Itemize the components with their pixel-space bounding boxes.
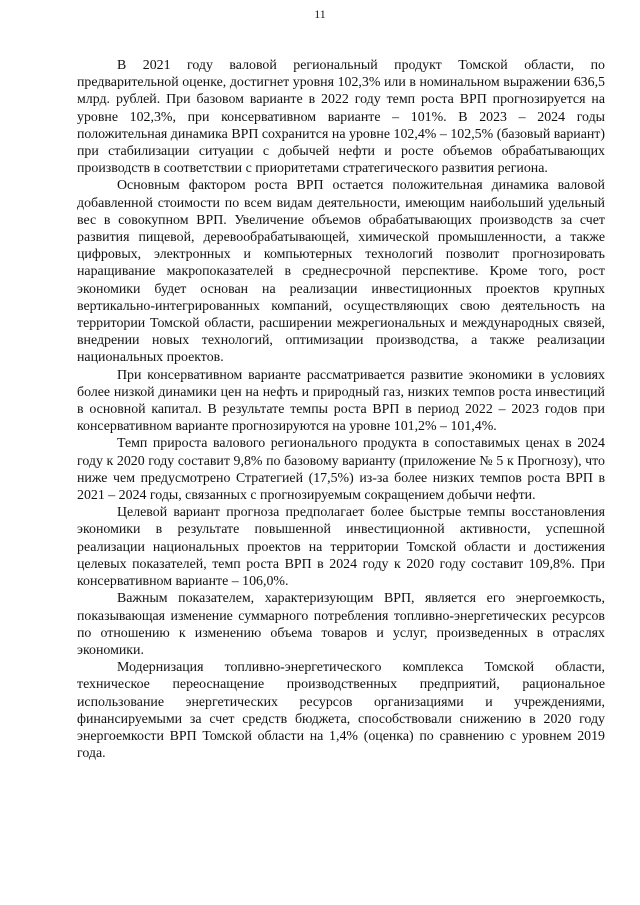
- paragraph-fuel-energy-modernization: Модернизация топливно-энергетического комплекса Томской области, техническое переоснащение производственных предприятий, рациональное использование энергетических ресурсов организациями и учреждениями, финансируемыми за счет средств бюджета, способствовали снижению в 2020 году энергоемкости ВРП Томской области на 1,4% (оценка) по сравнению с уровнем 2019 года.: [77, 660, 605, 762]
- paragraph-growth-rate-2024: Темп прироста валового регионального продукта в сопоставимых ценах в 2024 году к 2020 году составит 9,8% по базовому варианту (приложение № 5 к Прогнозу), что ниже чем предусмотрено Стратегией (17,5%) из-за более низких темпов роста ВРП в 2021 – 2024 годы, связанных с прогнозируемым сокращением добычи нефти.: [77, 436, 605, 504]
- paragraph-energy-intensity: Важным показателем, характеризующим ВРП, является его энергоемкость, показывающая изменение суммарного потребления топливно-энергетических ресурсов по отношению к изменению объема товаров и услуг, произведенных в отраслях экономики.: [77, 591, 605, 658]
- document-body: [77, 57, 605, 762]
- page-number: 11: [314, 7, 326, 21]
- paragraph-target-variant: Целевой вариант прогноза предполагает более быстрые темпы восстановления экономики в результате повышенной инвестиционной активности, успешной реализации национальных проектов на территории Томской области и достижения целевых показателей, темп роста ВРП в 2024 году к 2020 году составит 109,8%. При консервативном варианте – 106,0%.: [77, 505, 605, 590]
- paragraph-vrp-2021: В 2021 году валовой региональный продукт Томской области, по предварительной оценке, достигнет уровня 102,3% или в номинальном выражении 636,5 млрд. рублей. При базовом варианте в 2022 году темп роста ВРП прогнозируется на уровне 102,3%, при консервативном варианте – 101%. В 2023 – 2024 годы положительная динамика ВРП сохранится на уровне 102,4% – 102,5% (базовый вариант) при стабилизации ситуации с добычей нефти и росте объемов обрабатывающих производств в соответствии с приоритетами стратегического развития региона.: [77, 58, 605, 177]
- paragraph-conservative-variant: При консервативном варианте рассматривается развитие экономики в условиях более низкой динамики цен на нефть и природный газ, низких темпов роста инвестиций в основной капитал. В результате темпы роста ВРП в период 2022 – 2023 годов при консервативном варианте прогнозируются на уровне 101,2% – 101,4%.: [77, 367, 605, 435]
- paragraph-growth-factors: Основным фактором роста ВРП остается положительная динамика валовой добавленной стоимости по всем видам деятельности, имеющим наибольший удельный вес в совокупном ВРП. Увеличение объемов обрабатывающих производств за счет развития пищевой, деревообрабатывающей, химической промышленности, а также цифровых, электронных и компьютерных технологий позволит прогнозировать наращивание макропоказателей в среднесрочной перспективе. Кроме того, рост экономики будет основан на реализации инвестиционных проектов крупных вертикально-интегрированных компаний, осуществляющих свою деятельность на территории Томской области, расширении межрегиональных и международных связей, внедрении новых технологий, оптимизации производства, а также реализации национальных проектов.: [77, 178, 605, 366]
